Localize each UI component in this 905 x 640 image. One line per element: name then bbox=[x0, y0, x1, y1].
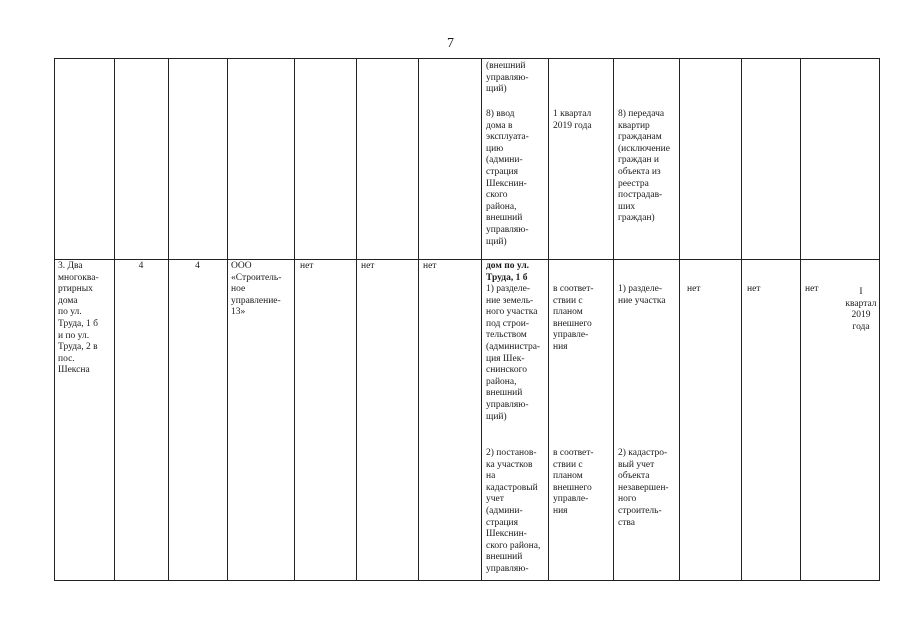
column-divider bbox=[800, 59, 801, 580]
column-divider bbox=[418, 59, 419, 580]
column-divider bbox=[114, 59, 115, 580]
continuation-term-cell: 1 квартал 2019 года bbox=[553, 109, 592, 131]
page-number: 7 bbox=[447, 36, 454, 51]
value-cell: нет bbox=[361, 261, 375, 271]
step1-term-cell: в соответ- ствии с планом внешнего управле- ния bbox=[553, 284, 594, 352]
value-cell: нет bbox=[747, 284, 761, 294]
step2-term-cell: в соответ- ствии с планом внешнего управле- ния bbox=[553, 448, 594, 516]
column-divider bbox=[168, 59, 169, 580]
column-divider bbox=[227, 59, 228, 580]
step1-cell: 1) разделе- ние земель- ного участка под строи- тельством (администра- ция Шек- снинского района, внешний управляю- щий) bbox=[486, 284, 541, 422]
value-cell: нет bbox=[300, 261, 314, 271]
data-table bbox=[54, 58, 880, 581]
column-divider bbox=[679, 59, 680, 580]
step1-result-cell: 1) разделе- ние участка bbox=[618, 284, 666, 306]
step2-cell: 2) постанов- ка участков на кадастровый учет (админи- страция Шекснин- ского района, внешний управляю- bbox=[486, 448, 541, 574]
count-cell: 4 bbox=[195, 261, 200, 271]
value-cell: нет bbox=[423, 261, 437, 271]
column-divider bbox=[294, 59, 295, 580]
row-divider bbox=[55, 259, 879, 260]
column-divider bbox=[741, 59, 742, 580]
count-cell: 4 bbox=[138, 261, 144, 271]
deadline-cell: I квартал 2019 года bbox=[845, 287, 877, 332]
house-subtitle: дом по ул. Труда, 1 б bbox=[486, 261, 530, 283]
value-cell: нет bbox=[687, 284, 701, 294]
continuation-result-cell: 8) передача квартир гражданам (исключение граждан и объекта из реестра пострадав- ших граждан) bbox=[618, 109, 670, 224]
continuation-step8-cell: 8) ввод дома в эксплуата- цию (админи- страция Шекснин- ского района, внешний управляю- щий) bbox=[486, 109, 529, 247]
step2-result-cell: 2) кадастро- вый учет объекта незавершен- ного строитель- ства bbox=[618, 448, 669, 528]
developer-cell: ООО «Строитель- ное управление- 13» bbox=[231, 261, 282, 318]
column-divider bbox=[613, 59, 614, 580]
value-cell: нет bbox=[805, 284, 819, 294]
object-name-cell: 3. Два многоква- ртирных дома по ул. Труда, 1 б и по ул. Труда, 2 в пос. Шексна bbox=[58, 261, 99, 376]
column-divider bbox=[481, 59, 482, 580]
column-divider bbox=[548, 59, 549, 580]
column-divider bbox=[356, 59, 357, 580]
continuation-executor-cell: (внешний управляю- щий) bbox=[486, 61, 529, 95]
